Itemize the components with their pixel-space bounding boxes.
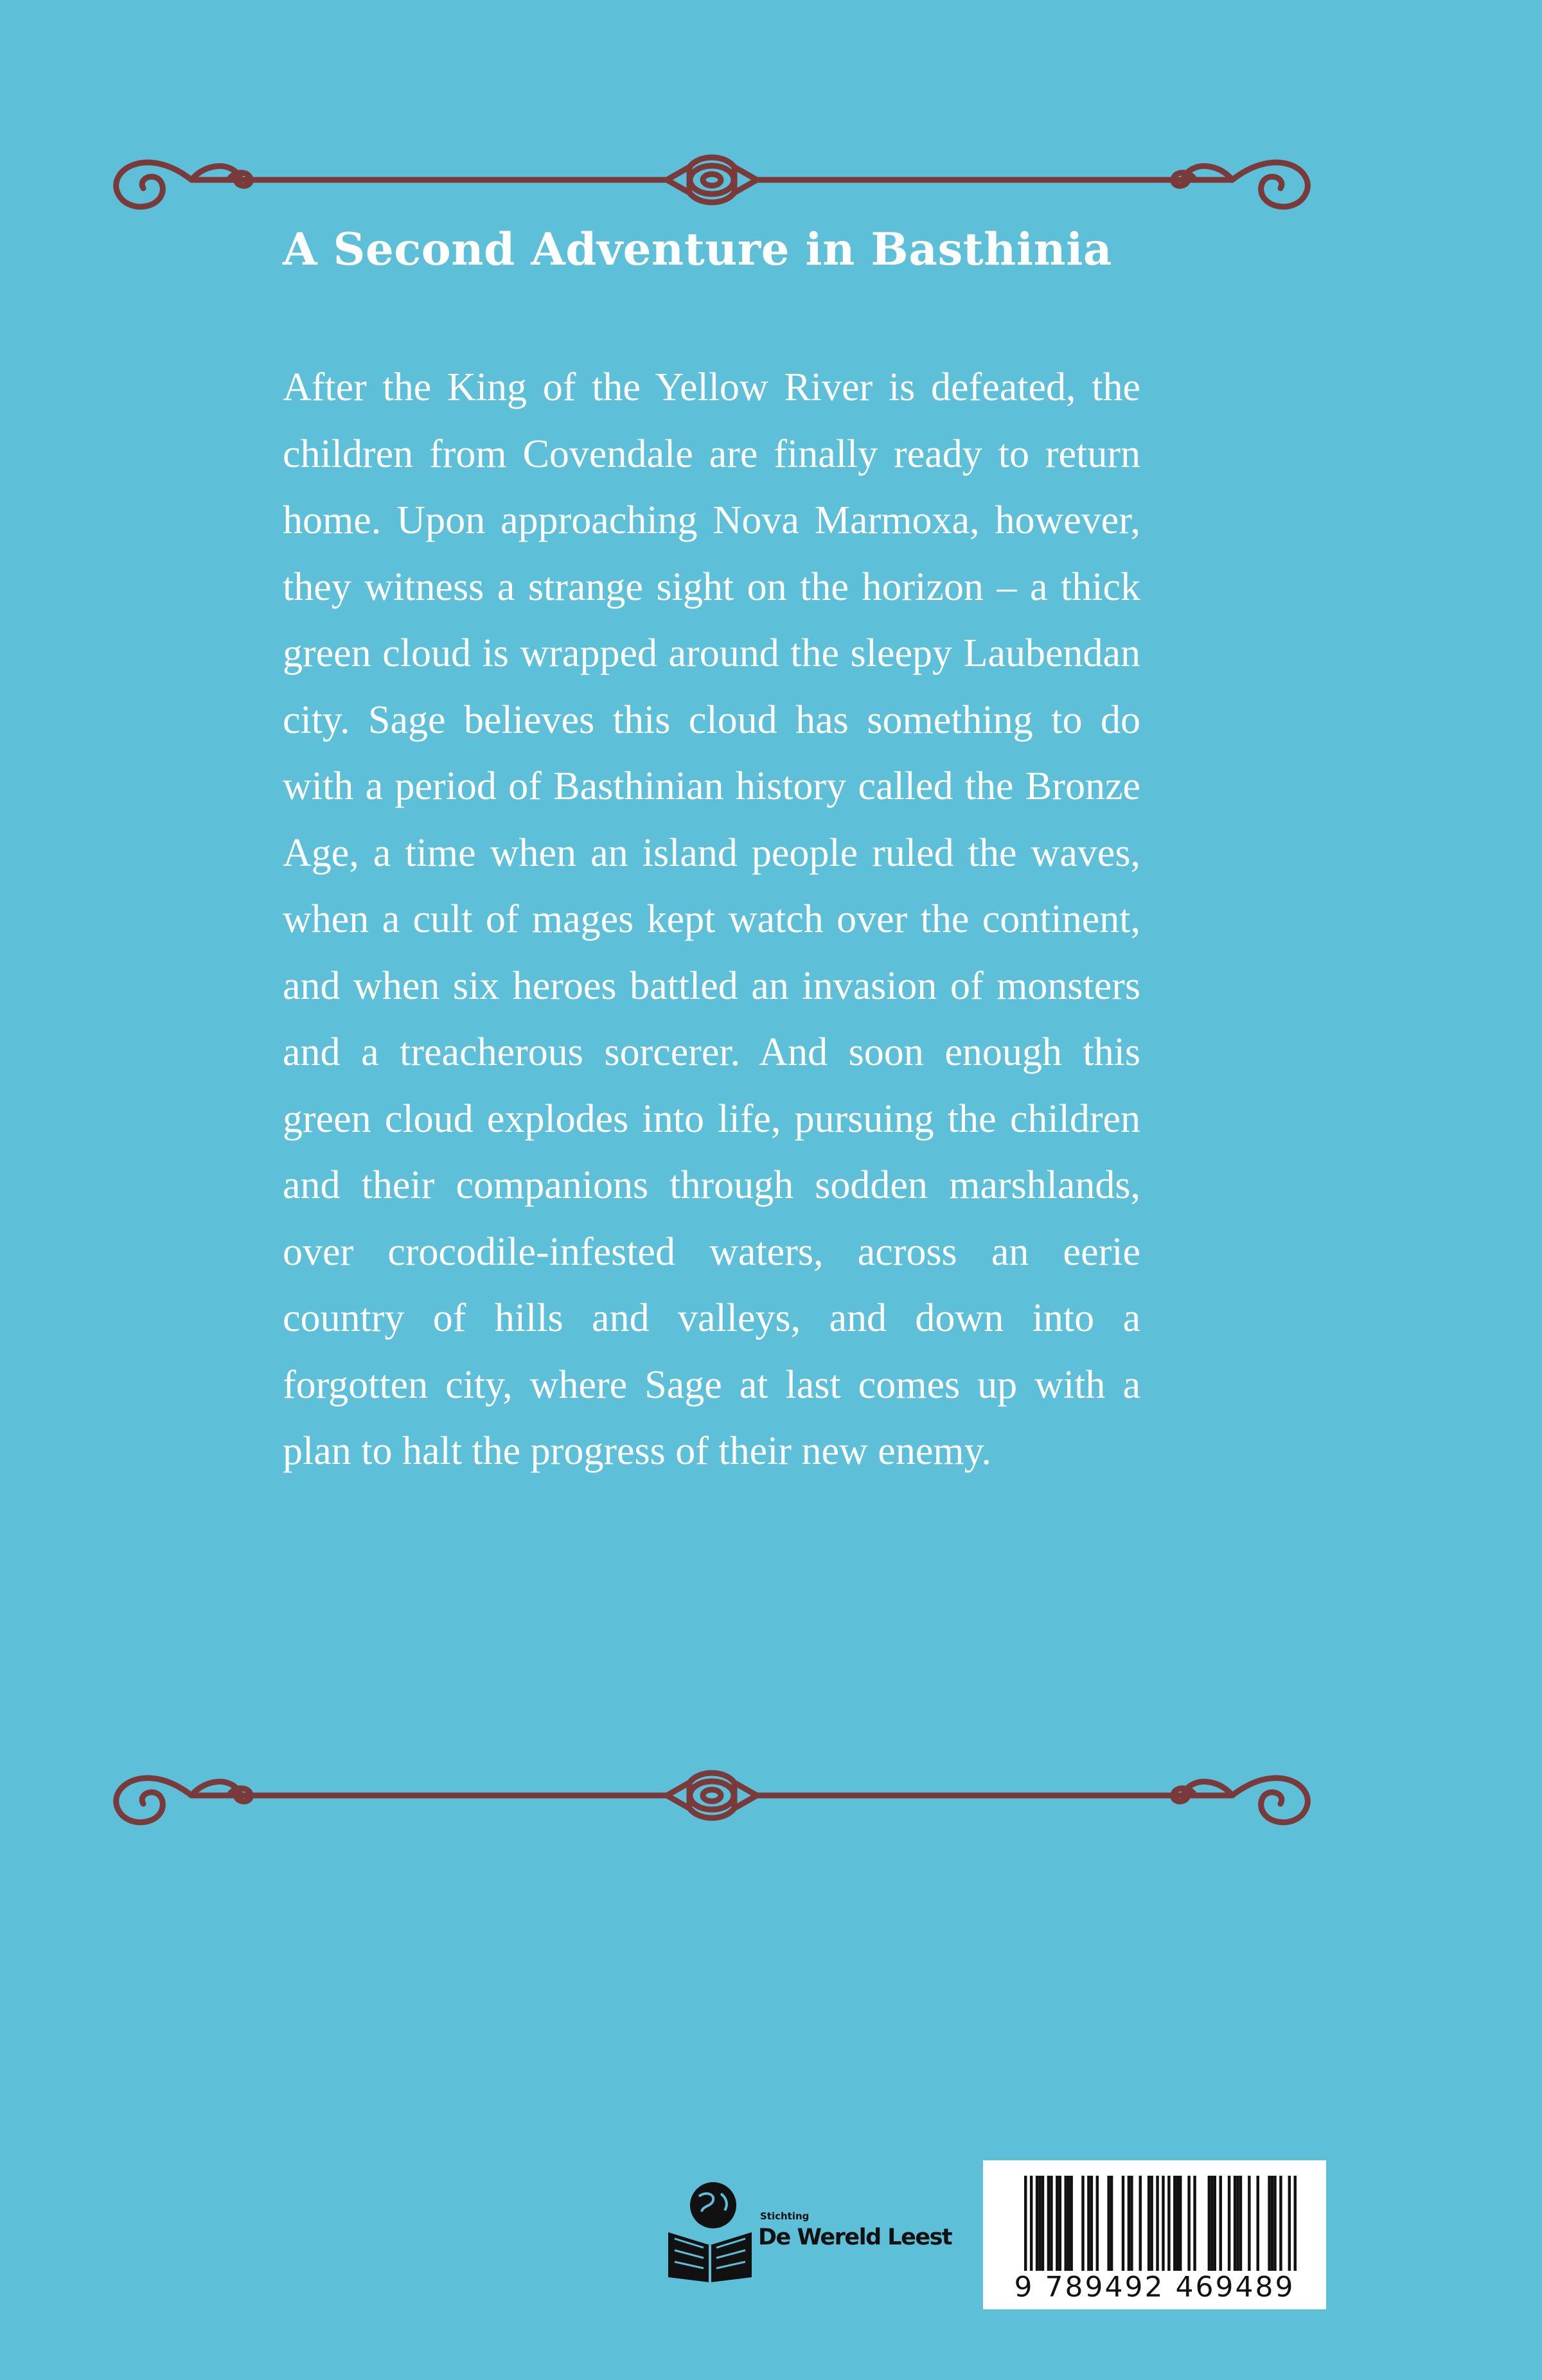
publisher-logo [662, 2174, 983, 2284]
barcode-bar [1176, 2176, 1179, 2271]
isbn-barcode [983, 2160, 1326, 2309]
barcode-bar [1236, 2176, 1239, 2271]
barcode-bar [1056, 2176, 1058, 2271]
barcode-bar [1193, 2176, 1196, 2271]
book-blurb: After the King of the Yellow River is defeated, the children from Covendale are finally ready to return home. Upon approaching Nova Marmoxa, however, they witness a strange sight on the horizon – a thick green cloud is wrapped around the sleepy Laubendan city. Sage believes this cloud has something to do with a period of Basthinian history called the Bronze Age, a time when an island people ruled the waves, when a cult of mages kept watch over the continent, and when six heroes battled an invasion of monsters and a treacherous sorcerer. And soon enough this green cloud explodes into life, pursuing the children and their companions through sodden marshlands, over crocodile-infested waters, across an eerie country of hills and valleys, and down into a forgotten city, where Sage at last comes up with a plan to halt the progress of their new enemy. [283, 366, 1140, 1473]
barcode-bar [1122, 2176, 1124, 2271]
barcode-bar [1024, 2176, 1027, 2271]
top-ornament-divider [108, 132, 1316, 228]
book-tagline: A Second Adventure in Basthinia [283, 224, 1113, 276]
barcode-bar [1162, 2176, 1164, 2271]
barcode-bar [1167, 2176, 1170, 2271]
barcode-bar [1107, 2176, 1110, 2271]
barcode-bar [1139, 2176, 1142, 2271]
barcode-bar [1294, 2176, 1297, 2271]
publisher-small-label: Stichting [760, 2210, 810, 2222]
barcode-bar [1059, 2176, 1061, 2271]
barcode-bar [1148, 2176, 1150, 2271]
barcode-bar [1179, 2176, 1182, 2271]
barcode-bar [1268, 2176, 1270, 2271]
barcode-bar [1047, 2176, 1050, 2271]
barcode-bar [1257, 2176, 1259, 2271]
barcode-bar [1064, 2176, 1067, 2271]
bottom-ornament-divider [108, 1747, 1316, 1844]
barcode-bar [1173, 2176, 1176, 2271]
barcode-bar [1279, 2176, 1282, 2271]
barcode-bar [1067, 2176, 1070, 2271]
barcode-bar [1234, 2176, 1236, 2271]
barcode-bar [1030, 2176, 1032, 2271]
barcode-bar [1036, 2176, 1038, 2271]
barcode-bars [1024, 2176, 1297, 2271]
barcode-bar [1150, 2176, 1153, 2271]
barcode-bar [1090, 2176, 1093, 2271]
barcode-bar [1081, 2176, 1084, 2271]
barcode-bar [1038, 2176, 1041, 2271]
barcode-bar [1087, 2176, 1090, 2271]
barcode-bar [1128, 2176, 1130, 2271]
barcode-bar [1228, 2176, 1230, 2271]
barcode-bar [1219, 2176, 1221, 2271]
barcode-bar [1273, 2176, 1276, 2271]
barcode-bar [1214, 2176, 1216, 2271]
barcode-bar [1041, 2176, 1044, 2271]
barcode-bar [1239, 2176, 1242, 2271]
barcode-bar [1248, 2176, 1250, 2271]
barcode-bar [1187, 2176, 1190, 2271]
barcode-bar [1096, 2176, 1099, 2271]
isbn-number: 9 789492 469489 [1014, 2271, 1295, 2304]
publisher-name: De Wereld Leest [758, 2225, 952, 2250]
reading-globe-logo-icon [662, 2174, 758, 2284]
barcode-bar [1208, 2176, 1210, 2271]
barcode-bar [1050, 2176, 1052, 2271]
barcode-bar [1156, 2176, 1158, 2271]
barcode-bar [1210, 2176, 1213, 2271]
barcode-bar [1288, 2176, 1291, 2271]
barcode-bar [1271, 2176, 1273, 2271]
barcode-bar [1110, 2176, 1113, 2271]
barcode-bar [1130, 2176, 1133, 2271]
barcode-bar [1070, 2176, 1072, 2271]
